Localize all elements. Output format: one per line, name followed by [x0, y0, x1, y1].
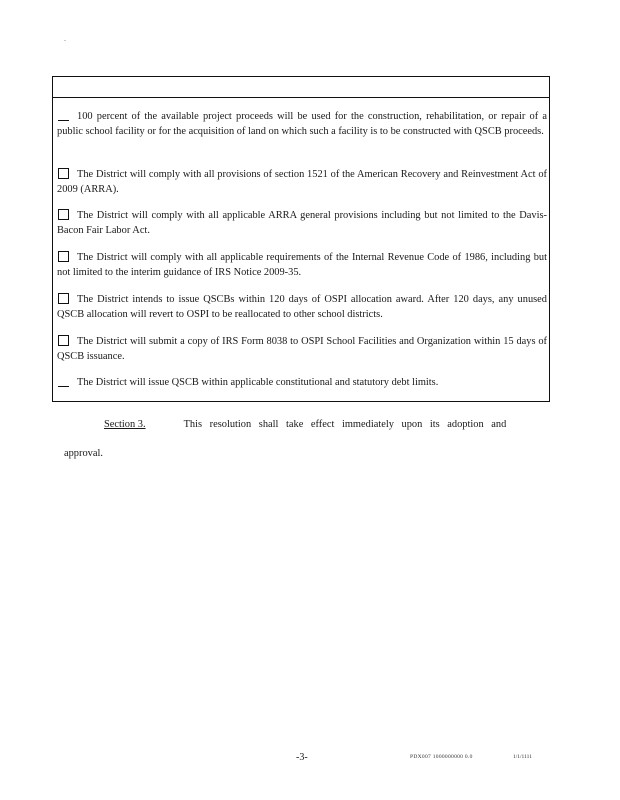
- certification-text-form-8038: The District will submit a copy of IRS Form 8038 to OSPI School Facilities and Organization within 15 days of QSCB issuance.: [57, 336, 547, 362]
- certification-text-irc: The District will comply with all applicable requirements of the Internal Revenue Code of 1986, including but not limited to the interim guidance of IRS Notice 2009-35.: [57, 252, 547, 278]
- certification-text-arra: The District will comply with all applicable ARRA general provisions including but not limited to the Davis-Bacon Fair Labor Act.: [57, 210, 547, 236]
- corner-mark: .: [64, 34, 66, 43]
- certification-item-form-8038: [57, 335, 547, 364]
- footer-document-id: PDX007 1000000000 0.0: [410, 754, 473, 760]
- checkbox-arra[interactable]: [58, 209, 69, 220]
- certification-text-debt-limits: The District will issue QSCB within applicable constitutional and statutory debt limits.: [77, 377, 439, 388]
- certification-item-irc: [57, 251, 547, 280]
- checkbox-debt-limits[interactable]: [58, 376, 69, 387]
- section-3-text: This resolution shall take effect immediately upon its adoption and: [183, 419, 507, 430]
- certification-item-issue-deadline: [57, 293, 547, 322]
- certification-text-issue-deadline: The District intends to issue QSCBs within 120 days of OSPI allocation award. After 120 days, any unused QSCB allocation will revert to OSPI to be reallocated to other school districts.: [57, 294, 547, 320]
- section-3-paragraph: [104, 418, 550, 432]
- checkbox-issue-deadline[interactable]: [58, 293, 69, 304]
- certification-item-section-1521: [57, 168, 547, 197]
- checkbox-form-8038[interactable]: [58, 335, 69, 346]
- section-3-continuation: approval.: [64, 448, 103, 459]
- box-header-band: [53, 77, 549, 98]
- certification-item-arra: [57, 209, 547, 238]
- certification-box: [52, 76, 550, 402]
- certification-text-section-1521: The District will comply with all provisions of section 1521 of the American Recovery and Reinvestment Act of 2009 (ARRA).: [57, 169, 547, 195]
- page-number: -3-: [296, 752, 308, 763]
- footer-date: 1/1/1111: [513, 754, 532, 760]
- checkbox-irc[interactable]: [58, 251, 69, 262]
- checkbox-section-1521[interactable]: [58, 168, 69, 179]
- section-3-label: Section 3.: [104, 419, 146, 430]
- certification-item-proceeds: [57, 110, 547, 139]
- certification-text-proceeds: 100 percent of the available project proceeds will be used for the construction, rehabilitation, or repair of a public school facility or for the acquisition of land on which such a facility is to be constructed with QSCB proceeds.: [57, 111, 547, 137]
- certification-item-debt-limits: [57, 376, 547, 391]
- checkbox-proceeds[interactable]: [58, 110, 69, 121]
